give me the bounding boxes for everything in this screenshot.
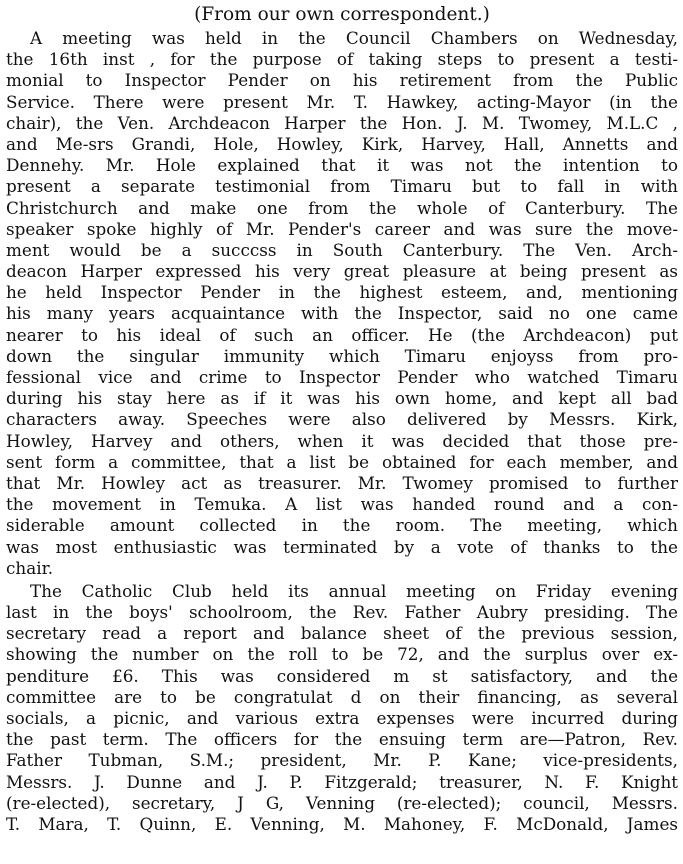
- text-line: that Mr. Howley act as treasurer. Mr. Twomey promised to further: [6, 472, 678, 493]
- text-line: the past term. The officers for the ensuing term are—Patron, Rev.: [6, 729, 678, 750]
- text-line: deacon Harper expressed his very great pleasure at being present as: [6, 261, 678, 282]
- text-line: The Catholic Club held its annual meeting on Friday evening: [30, 580, 678, 601]
- text-line: was most enthusiastic was terminated by a vote of thanks to the: [6, 536, 678, 557]
- text-line: his many years acquaintance with the Inspector, said no one came: [6, 303, 678, 324]
- text-line: showing the number on the roll to be 72, and the surplus over ex-: [6, 644, 678, 665]
- text-line: Dennehy. Mr. Hole explained that it was not the intention to: [6, 155, 678, 176]
- text-line: sent form a committee, that a list be obtained for each member, and: [6, 451, 678, 472]
- text-line: ment would be a succcss in South Canterbury. The Ven. Arch-: [6, 239, 678, 260]
- text-line: last in the boys' schoolroom, the Rev. Father Aubry presiding. The: [6, 602, 678, 623]
- text-line: penditure £6. This was considered m st satisfactory, and the: [6, 665, 678, 686]
- text-line: and Me-srs Grandi, Hole, Howley, Kirk, Harvey, Hall, Annetts and: [6, 133, 678, 154]
- text-line: siderable amount collected in the room. The meeting, which: [6, 515, 678, 536]
- text-line: chair.: [6, 557, 54, 578]
- text-line: present a separate testimonial from Timaru but to fall in with: [6, 176, 678, 197]
- text-line: Father Tubman, S.M.; president, Mr. P. Kane; vice-presidents,: [6, 750, 678, 771]
- text-line: T. Mara, T. Quinn, E. Venning, M. Mahoney, F. McDonald, James: [6, 813, 678, 834]
- text-line: nearer to his ideal of such an officer. He (the Archdeacon) put: [6, 324, 678, 345]
- text-line: Christchurch and make one from the whole of Canterbury. The: [6, 197, 678, 218]
- text-line: he held Inspector Pender in the highest esteem, and, mentioning: [6, 282, 678, 303]
- article-column: [6, 2, 678, 835]
- article-byline: (From our own correspondent.): [194, 4, 490, 25]
- text-line: chair), the Ven. Archdeacon Harper the Hon. J. M. Twomey, M.L.C ,: [6, 112, 678, 133]
- text-line: Messrs. J. Dunne and J. P. Fitzgerald; treasurer, N. F. Knight: [6, 771, 678, 792]
- text-line: speaker spoke highly of Mr. Pender's career and was sure the move-: [6, 218, 678, 239]
- text-line: characters away. Speeches were also delivered by Messrs. Kirk,: [6, 409, 678, 430]
- text-line: the 16th inst , for the purpose of taking steps to present a testi-: [6, 49, 678, 70]
- text-line: Service. There were present Mr. T. Hawkey, acting-Mayor (in the: [6, 91, 678, 112]
- text-line: during his stay here as if it was his own home, and kept all bad: [6, 388, 678, 409]
- paragraph-catholic-club: [6, 581, 678, 835]
- text-line: the movement in Temuka. A list was handed round and a con-: [6, 494, 678, 515]
- text-line: monial to Inspector Pender on his retirement from the Public: [6, 70, 678, 91]
- text-line: committee are to be congratulat d on their financing, as several: [6, 686, 678, 707]
- text-line: socials, a picnic, and various extra expenses were incurred during: [6, 708, 678, 728]
- text-line: Howley, Harvey and others, when it was decided that those pre-: [6, 430, 678, 451]
- text-line: secretary read a report and balance sheet of the previous session,: [6, 623, 678, 644]
- text-line: fessional vice and crime to Inspector Pender who watched Timaru: [6, 367, 678, 387]
- text-line: (re-elected), secretary, J G, Venning (re-elected); council, Messrs.: [6, 792, 678, 813]
- text-line: down the singular immunity which Timaru enjoyss from pro-: [6, 345, 678, 366]
- text-line: A meeting was held in the Council Chambers on Wednesday,: [30, 28, 678, 48]
- paragraph-meeting: [6, 28, 678, 579]
